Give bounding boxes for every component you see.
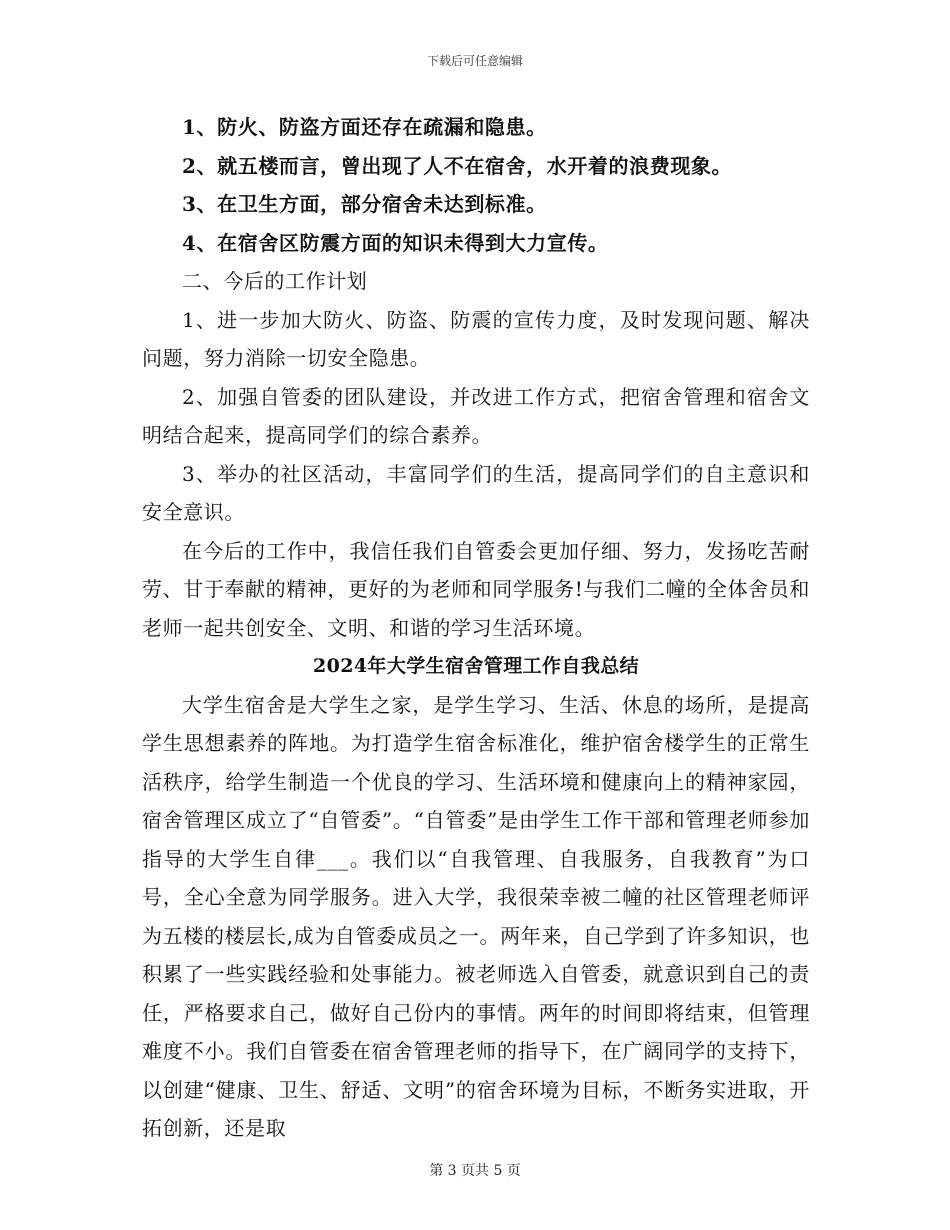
document-body: [142, 108, 810, 1148]
issue-item-4: 4、在宿舍区防震方面的知识未得到大力宣传。: [182, 230, 609, 255]
page-number: 第 3 页共 5 页: [429, 1163, 521, 1179]
section-heading-plan: 二、今后的工作计划: [182, 269, 368, 293]
closing-paragraph: 在今后的工作中，我信任我们自管委会更加仔细、努力，发扬吃苦耐劳、甘于奉献的精神，更好的为老师和同学服务!与我们二幢的全体舍员和老师一起共创安全、文明、和谐的学习生活环境。: [142, 538, 810, 640]
issue-item-1: 1、防火、防盗方面还存在疏漏和隐患。: [182, 115, 547, 139]
plan-item-3: 3、举办的社区活动，丰富同学们的生活，提高同学们的自主意识和安全意识。: [142, 461, 810, 524]
issue-item-3: 3、在卫生方面，部分宿舍未达到标准。: [182, 192, 547, 216]
plan-item-1: 1、进一步加大防火、防盗、防震的宣传力度，及时发现问题、解决问题，努力消除一切安全隐患。: [142, 307, 810, 370]
issue-item-2: 2、就五楼而言，曾出现了人不在宿舍，水开着的浪费现象。: [182, 153, 733, 178]
document-title: 2024年大学生宿舍管理工作自我总结: [312, 655, 640, 677]
plan-item-2: 2、加强自管委的团队建设，并改进工作方式，把宿舍管理和宿舍文明结合起来，提高同学们的综合素养。: [142, 384, 810, 447]
header-note: 下载后可任意编辑: [426, 54, 523, 68]
intro-paragraph: 大学生宿舍是大学生之家，是学生学习、生活、休息的场所，是提高学生思想素养的阵地。为打造学生宿舍标准化，维护宿舍楼学生的正常生活秩序，给学生制造一个优良的学习、生活环境和健康向上的精神家园，宿舍管理区成立了“自管委”。“自管委”是由学生工作干部和管理老师参加指导的大学生自律___。我们以“自我管理、自我服务，自我教育”为口号，全心全意为同学服务。进入大学，我很荣幸被二幢的社区管理老师评为五楼的楼层长,成为自管委成员之一。两年来，自己学到了许多知识，也积累了一些实践经验和处事能力。被老师选入自管委，就意识到自己的责任，严格要求自己，做好自己份内的事情。两年的时间即将结束，但管理难度不小。我们自管委在宿舍管理老师的指导下，在广阔同学的支持下，以创建“健康、卫生、舒适、文明”的宿舍环境为目标，不断务实进取，开拓创新，还是取: [142, 692, 810, 1140]
